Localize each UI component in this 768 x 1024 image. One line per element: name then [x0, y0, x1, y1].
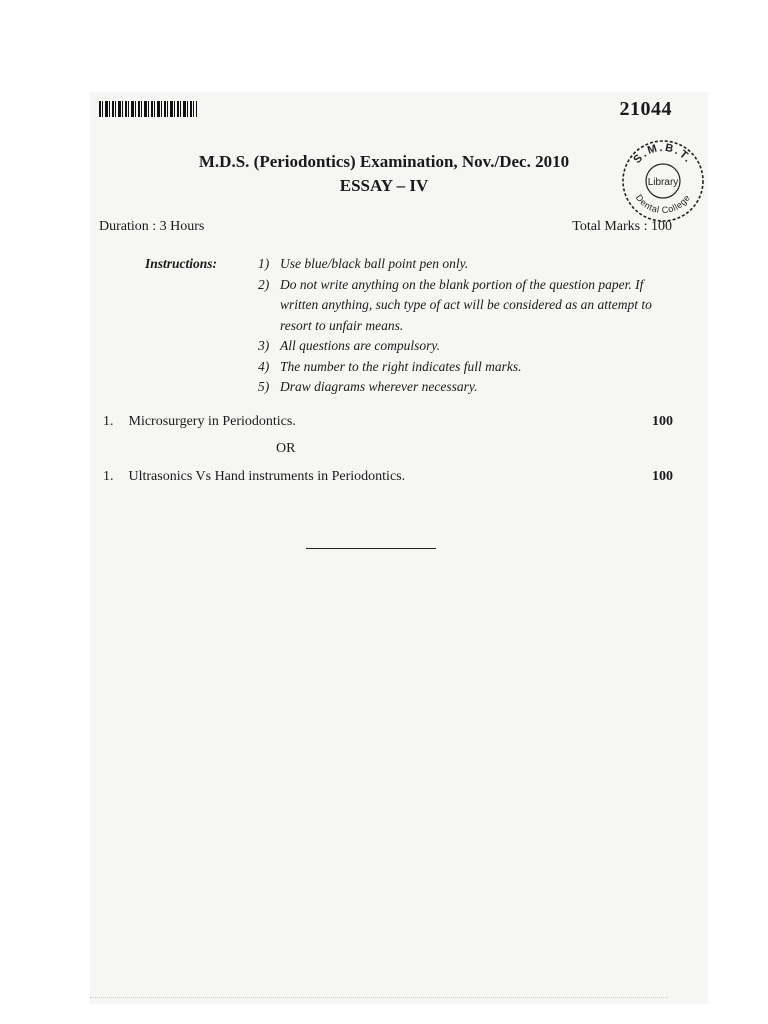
question-text: Microsurgery in Periodontics. [128, 414, 296, 429]
question-marks: 100 [652, 414, 673, 429]
instruction-number: 5) [258, 379, 270, 394]
question-marks: 100 [652, 469, 673, 484]
question [103, 414, 673, 430]
duration: Duration : 3 Hours [99, 219, 205, 234]
instruction-text: The number to the right indicates full marks. [280, 358, 522, 374]
question [103, 469, 673, 485]
barcode [99, 101, 197, 117]
svg-text:Dental College [634, 193, 693, 216]
question-text: Ultrasonics Vs Hand instruments in Periodontics. [128, 469, 406, 484]
instruction-text: Draw diagrams wherever necessary. [280, 379, 478, 394]
exam-subtitle: ESSAY – IV [339, 176, 429, 195]
instruction-text: All questions are compulsory. [280, 338, 440, 353]
instruction-text: Do not write anything on the blank portion of the question paper. If written anything, such type of act will be considered as an attempt to resort to unfair means. [280, 276, 652, 333]
exam-title: M.D.S. (Periodontics) Examination, Nov./Dec. 2010 [198, 152, 570, 171]
instruction-item [145, 254, 665, 275]
instruction-item [145, 275, 665, 337]
paper-code: 21044 [619, 98, 672, 120]
instruction-item [145, 336, 665, 357]
instructions [145, 254, 665, 398]
instruction-item [145, 357, 665, 378]
or-separator: OR [276, 441, 296, 456]
instruction-text: Use blue/black ball point pen only. [280, 256, 469, 271]
stamp-center-text: Library [647, 177, 679, 188]
total-marks: Total Marks : 100 [572, 219, 672, 234]
end-rule [306, 548, 436, 549]
question-number: 1. [103, 469, 114, 484]
instruction-number: 4) [258, 358, 270, 374]
stamp-bottom-text: Dental College [633, 192, 693, 216]
exam-paper [90, 92, 708, 1004]
stamp-top-text: S.M.B.T. [631, 141, 695, 166]
instruction-number: 2) [258, 276, 270, 292]
instruction-number: 1) [258, 256, 270, 271]
instruction-number: 3) [258, 338, 270, 353]
question-number: 1. [103, 414, 114, 429]
instruction-item [145, 377, 665, 398]
instructions-label: Instructions: [145, 256, 218, 271]
